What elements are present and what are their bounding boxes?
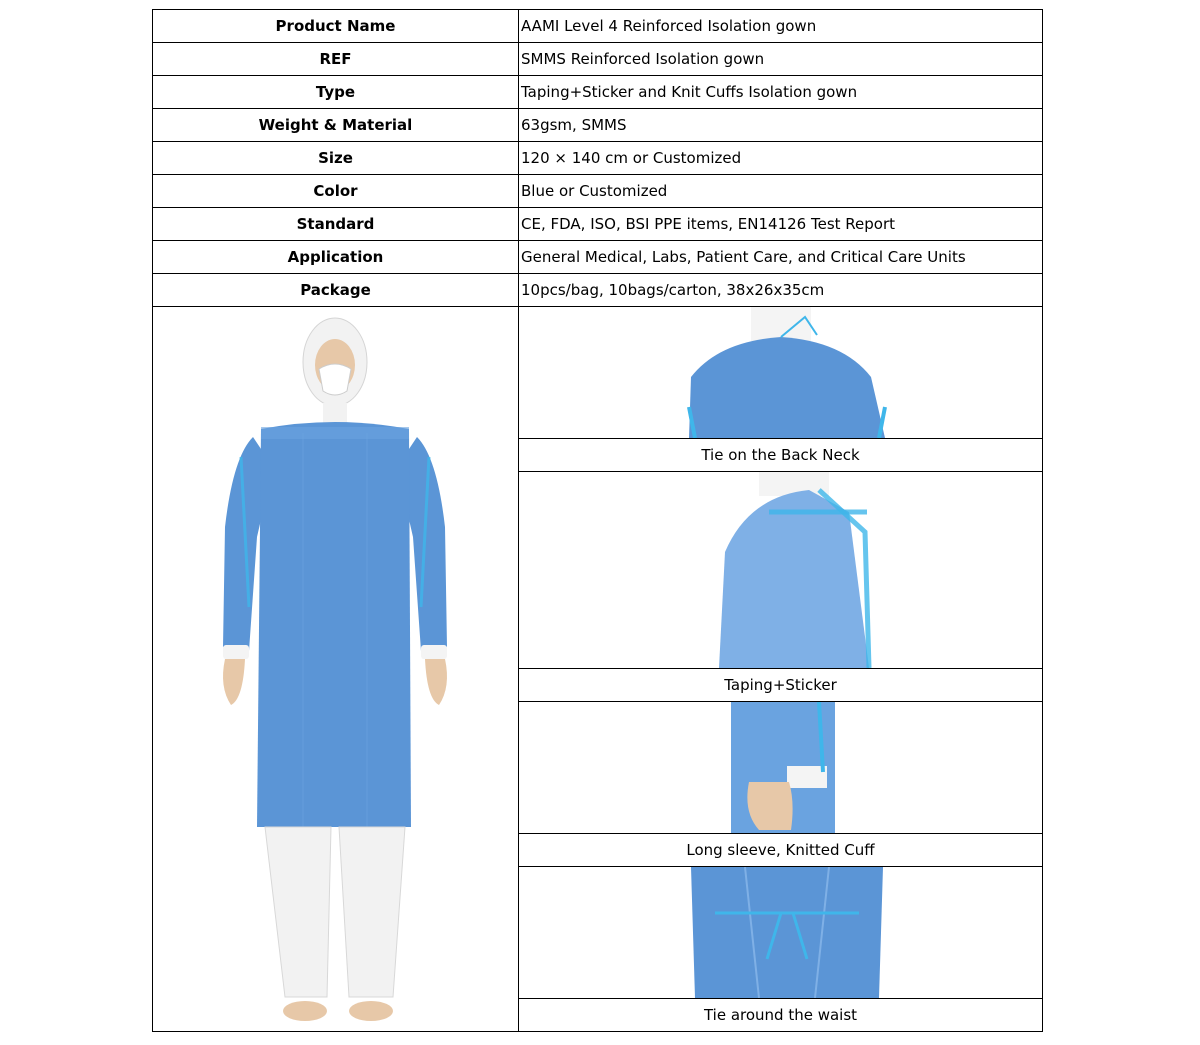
row-key: Weight & Material [153,109,519,142]
table-row [153,10,1043,43]
row-value: CE, FDA, ISO, BSI PPE items, EN14126 Test Report [519,208,1043,241]
knitted-cuff-photo [519,702,1044,833]
row-value: Taping+Sticker and Knit Cuffs Isolation gown [519,76,1043,109]
caption-back-neck: Tie on the Back Neck [519,439,1043,472]
row-key: Application [153,241,519,274]
full-gown-photo [153,307,518,1031]
detail-photo-cell [519,702,1043,834]
detail-photo-cell [519,472,1043,669]
table-row [153,175,1043,208]
row-key: Size [153,142,519,175]
row-key: Standard [153,208,519,241]
table-row [153,43,1043,76]
table-row [153,241,1043,274]
row-value: 120 × 140 cm or Customized [519,142,1043,175]
row-value: SMMS Reinforced Isolation gown [519,43,1043,76]
row-key: Type [153,76,519,109]
back-neck-photo [519,307,1044,438]
row-value: 10pcs/bag, 10bags/carton, 38x26x35cm [519,274,1043,307]
caption-knitted-cuff: Long sleeve, Knitted Cuff [519,834,1043,867]
table-row [153,208,1043,241]
row-value: AAMI Level 4 Reinforced Isolation gown [519,10,1043,43]
main-photo-cell [153,307,519,1032]
product-spec-table [152,9,1043,1032]
row-key: Color [153,175,519,208]
table-row [153,142,1043,175]
row-key: Package [153,274,519,307]
table-row [153,76,1043,109]
row-value: Blue or Customized [519,175,1043,208]
caption-taping-sticker: Taping+Sticker [519,669,1043,702]
row-key: Product Name [153,10,519,43]
waist-tie-photo [519,867,1044,998]
row-value: 63gsm, SMMS [519,109,1043,142]
row-value: General Medical, Labs, Patient Care, and Critical Care Units [519,241,1043,274]
taping-sticker-photo [519,472,1044,668]
caption-waist-tie: Tie around the waist [519,999,1043,1032]
table-row [153,109,1043,142]
table-row [153,274,1043,307]
detail-photo-cell [519,867,1043,999]
row-key: REF [153,43,519,76]
detail-photo-cell [519,307,1043,439]
